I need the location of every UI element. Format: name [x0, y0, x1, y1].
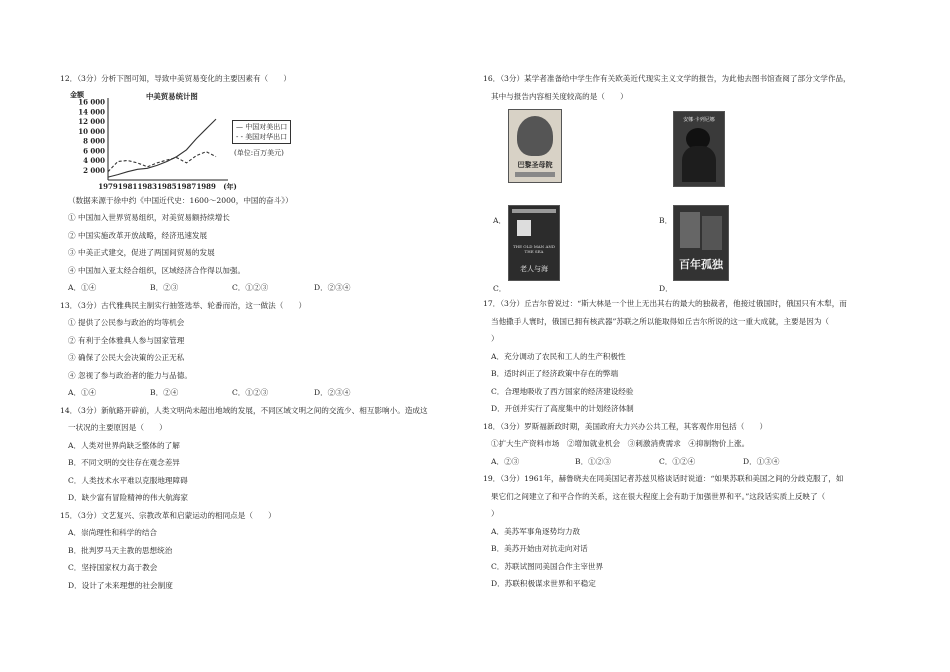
q18-option-b[interactable]: B．①②③	[575, 456, 611, 466]
figure-shape	[680, 212, 700, 248]
figure-shape	[702, 216, 722, 250]
x-tick-label: 1989	[196, 181, 216, 190]
x-axis-label: (年)	[223, 181, 237, 190]
book-header-band	[512, 209, 556, 213]
q15-stem: 15．（3分）文艺复兴、宗教改革和启蒙运动的相同点是（ ）	[60, 510, 276, 520]
q17-option-d[interactable]: D．开创并实行了高度集中的计划经济体制	[491, 404, 634, 413]
q18-option-d[interactable]: D．①③④	[743, 456, 780, 466]
y-tick-label: 12 000	[78, 116, 105, 126]
q19-option-d[interactable]: D．苏联积极谋求世界和平稳定	[491, 579, 596, 588]
q14-stem-line-1: 14．（3分）新航路开辟前，人类文明尚未超出地域的发展，不同区域文明之间的交流少、相互影响小。造成这	[60, 405, 428, 415]
chart-unit: (单位:百万美元)	[234, 148, 284, 157]
y-tick-label: 4 000	[83, 155, 105, 165]
q19-stem-line-2: 果它们之间建立了和平合作的关系，这在很大程度上会有助于加强世界和平。”这段话实质上反映了（	[491, 491, 826, 501]
y-tick-label: 14 000	[78, 106, 105, 116]
q13-option-d[interactable]: D．②③④	[314, 388, 351, 397]
book-cover-old-man-sea	[508, 205, 560, 281]
q15-option-c[interactable]: C．坚持国家权力高于教会	[68, 563, 158, 572]
q18-items: ①扩大生产资料市场 ②增加就业机会 ③刺激消费需求 ④抑制物价上涨。	[491, 439, 750, 448]
q12-option-d[interactable]: D．②③④	[314, 283, 351, 292]
book-title-c-en: THE OLD MAN AND THE SEA	[512, 244, 556, 254]
y-tick-label: 8 000	[83, 136, 105, 145]
q15-option-b[interactable]: B．批判罗马天主教的思想统治	[68, 545, 173, 555]
q12-option-b[interactable]: B．②③	[150, 283, 179, 292]
q12-item-3: ③ 中美正式建交，促进了两国间贸易的发展	[68, 248, 215, 257]
q16-book-options	[483, 105, 903, 295]
x-tick-label: 1983	[137, 181, 158, 190]
q13-stem: 13．（3分）古代雅典民主制实行抽签选举、轮番而治，这一做法（ ）	[60, 300, 307, 310]
figure-shape	[682, 146, 716, 182]
q13-item-4: ④ 忽视了参与政治者的能力与品德。	[68, 370, 192, 380]
book-cover-anna-karenina	[673, 111, 725, 187]
series-line-us-exports	[108, 151, 216, 171]
q17-option-c[interactable]: C．合理地吸收了西方国家的经济建设经验	[491, 386, 634, 396]
q15-option-d[interactable]: D．设计了未来理想的社会制度	[68, 580, 173, 590]
q15-option-a[interactable]: A．崇尚理性和科学的结合	[68, 528, 158, 537]
q12-stem: 12．（3分）分析下图可知，导致中美贸易变化的主要因素有（ ）	[60, 74, 291, 83]
trade-chart	[66, 90, 455, 190]
q18-option-c[interactable]: C．①②④	[659, 456, 696, 466]
right-column	[483, 70, 903, 593]
q16-stem-line-2: 其中与报告内容相关度较高的是（ ）	[491, 91, 628, 101]
legend-entry-china: — 中国对美出口	[236, 122, 288, 131]
q17-stem-line-2: 当他撒手人寰时，俄国已拥有核武器”苏联之所以能取得如丘吉尔所说的这一重大成就，主要是因为（	[491, 316, 830, 326]
q13-item-2: ② 有利于全体雅典人参与国家管理	[68, 335, 185, 345]
book-title-c: 老人与海	[520, 265, 548, 273]
q12-option-a[interactable]: A．①④	[68, 283, 97, 292]
q18-options	[483, 453, 903, 471]
q16-label-a: A．	[493, 216, 507, 225]
q12-item-4: ④ 中国加入亚太经合组织，区域经济合作得以加强。	[68, 265, 246, 275]
q19-option-b[interactable]: B．美苏开始由对抗走向对话	[491, 544, 588, 553]
q19-stem-line-1: 19．（3分）1961年，赫鲁晓夫在同美国记者苏兹贝格谈话时说道：“如果苏联和美国之间的分歧克服了，如	[483, 474, 844, 483]
x-tick-label: 1987	[176, 181, 197, 190]
q17-option-a[interactable]: A．充分调动了农民和工人的生产积极性	[491, 351, 626, 361]
series-line-china-exports	[108, 119, 216, 177]
book-title-d: 百年孤独	[679, 258, 723, 271]
book-title-b: 安娜·卡列尼娜	[683, 117, 715, 123]
y-tick-label: 16 000	[78, 97, 105, 106]
y-tick-label: 2 000	[83, 165, 105, 175]
q13-option-b[interactable]: B．②④	[150, 388, 179, 397]
q19-stem-line-3: ）	[491, 509, 499, 518]
left-column	[60, 70, 455, 594]
q14-stem-line-2: 一状况的主要原因是（ ）	[68, 423, 167, 432]
q16-label-d: D．	[659, 284, 673, 293]
q14-option-d[interactable]: D．缺少富有冒险精神的伟大航海家	[68, 493, 188, 502]
q18-option-a[interactable]: A．②③	[491, 456, 520, 466]
y-tick-label: 10 000	[78, 126, 105, 136]
book-title-a: 巴黎圣母院	[517, 160, 553, 169]
q13-item-1: ① 提供了公民参与政治的均等机会	[68, 318, 185, 327]
q16-label-b: B．	[659, 216, 673, 225]
x-tick-label: 1979	[98, 181, 118, 190]
x-tick-label: 1981	[117, 181, 138, 190]
q13-option-a[interactable]: A．①④	[68, 388, 97, 397]
portrait-icon	[517, 116, 553, 156]
q18-stem: 18．（3分）罗斯福新政时期，美国政府大力兴办公共工程，其客观作用包括（ ）	[483, 421, 768, 431]
x-tick-label: 1985	[157, 181, 177, 190]
q12-option-c[interactable]: C．①②③	[232, 283, 269, 292]
q12-item-1: ① 中国加入世界贸易组织，对美贸易额持续增长	[68, 213, 230, 222]
q14-option-c[interactable]: C．人类技术水平难以克服地理障碍	[68, 475, 188, 485]
chart-title: 中美贸易统计图	[146, 91, 198, 101]
book-cover-notre-dame	[508, 109, 562, 183]
chart-legend	[232, 120, 291, 144]
q17-stem-line-1: 17．（3分）丘吉尔曾说过：“斯大林是一个世上无出其右的最大的独裁者，他接过俄国时，俄国只有木犁，而	[483, 299, 847, 308]
q16-stem-line-1: 16．（3分）某学者准备给中学生作有关欧美近代现实主义文学的报告，为此他去图书馆查阅了部分文学作品，	[483, 74, 851, 83]
legend-entry-us: - - 美国对华出口	[236, 132, 288, 141]
book-cover-hundred-years	[673, 205, 729, 281]
y-tick-label: 6 000	[83, 145, 105, 155]
chart-ylabel: 金额	[70, 89, 84, 99]
q17-stem-line-3: ）	[491, 334, 499, 343]
q13-option-c[interactable]: C．①②③	[232, 388, 269, 397]
logo-shape	[517, 220, 531, 236]
q19-option-c[interactable]: C．苏联试图同美国合作主宰世界	[491, 561, 604, 571]
q19-option-a[interactable]: A．美苏军事角逐势均力敌	[491, 526, 581, 536]
q12-source: （数据来源于徐中约《中国近代史：1600～2000，中国的奋斗》）	[68, 195, 293, 205]
q13-item-3: ③ 确保了公民大会决策的公正无私	[68, 353, 185, 362]
q13-options	[60, 384, 455, 402]
q12-options	[60, 279, 455, 297]
q17-option-b[interactable]: B．适时纠正了经济政策中存在的弊端	[491, 369, 619, 378]
q12-item-2: ② 中国实施改革开放战略，经济迅速发展	[68, 230, 208, 240]
book-decoration	[515, 172, 555, 177]
q14-option-b[interactable]: B．不同文明的交往存在观念差异	[68, 458, 180, 467]
q14-option-a[interactable]: A．人类对世界尚缺乏整体的了解	[68, 440, 180, 450]
q16-label-c: C．	[493, 284, 507, 293]
